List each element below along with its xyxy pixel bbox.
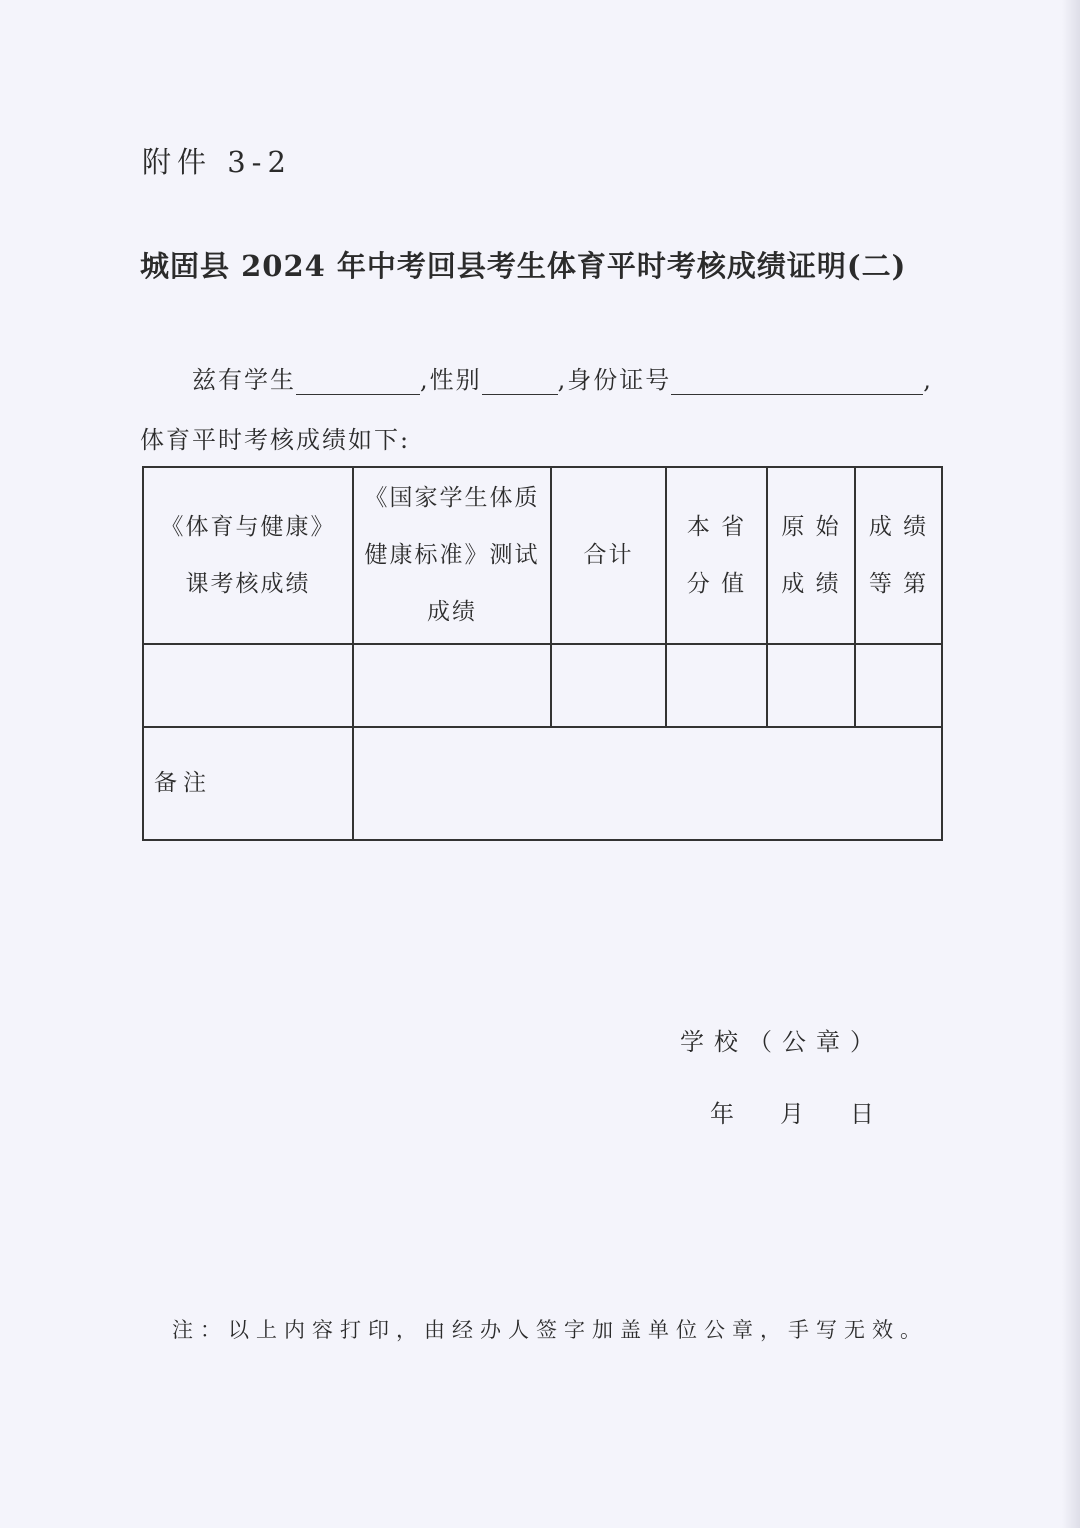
grades-intro: 体育平时考核成绩如下:: [140, 426, 411, 454]
header-fitness-standard-test: 《国家学生体质 健康标准》测试 成绩: [353, 467, 551, 644]
cell-grade-level[interactable]: [855, 644, 942, 727]
footnote: 注：以上内容打印，由经办人签字加盖单位公章，手写无效。: [172, 1318, 928, 1342]
id-label: ,身份证号: [557, 366, 672, 394]
remark-label: 备注: [143, 727, 353, 840]
table-header-row: [143, 467, 942, 644]
cell-pe-health-course[interactable]: [143, 644, 353, 727]
document-title: 城固县 2024 年中考回县考生体育平时考核成绩证明(二): [140, 249, 907, 283]
month-label: 月: [780, 1100, 804, 1128]
header-province-score: 本 省 分 值: [666, 467, 767, 644]
cell-total[interactable]: [551, 644, 666, 727]
year-label: 年: [710, 1100, 734, 1128]
gender-blank[interactable]: [482, 366, 558, 395]
grades-table: [142, 466, 943, 841]
remark-cell[interactable]: [353, 727, 942, 840]
cell-fitness-standard-test[interactable]: [353, 644, 551, 727]
cell-province-score[interactable]: [666, 644, 767, 727]
attachment-label: 附件 3-2: [142, 145, 292, 179]
page-edge-shadow: [1062, 0, 1080, 1528]
table-remark-row: [143, 727, 942, 840]
header-total: 合计: [551, 467, 666, 644]
line-end-comma: ,: [923, 366, 933, 394]
student-info-line: [192, 360, 952, 395]
gender-label: ,性别: [420, 366, 482, 394]
date-line: [710, 1094, 874, 1129]
header-grade-level: 成 绩 等 第: [855, 467, 942, 644]
header-pe-health-course: 《体育与健康》 课考核成绩: [143, 467, 353, 644]
school-seal-label: 学校（公章）: [680, 1028, 884, 1056]
table-data-row: [143, 644, 942, 727]
cell-raw-score[interactable]: [767, 644, 855, 727]
student-name-blank[interactable]: [296, 366, 420, 395]
intro-prefix: 兹有学生: [192, 366, 296, 394]
header-raw-score: 原 始 成 绩: [767, 467, 855, 644]
id-number-blank[interactable]: [671, 366, 923, 395]
day-label: 日: [850, 1100, 874, 1128]
